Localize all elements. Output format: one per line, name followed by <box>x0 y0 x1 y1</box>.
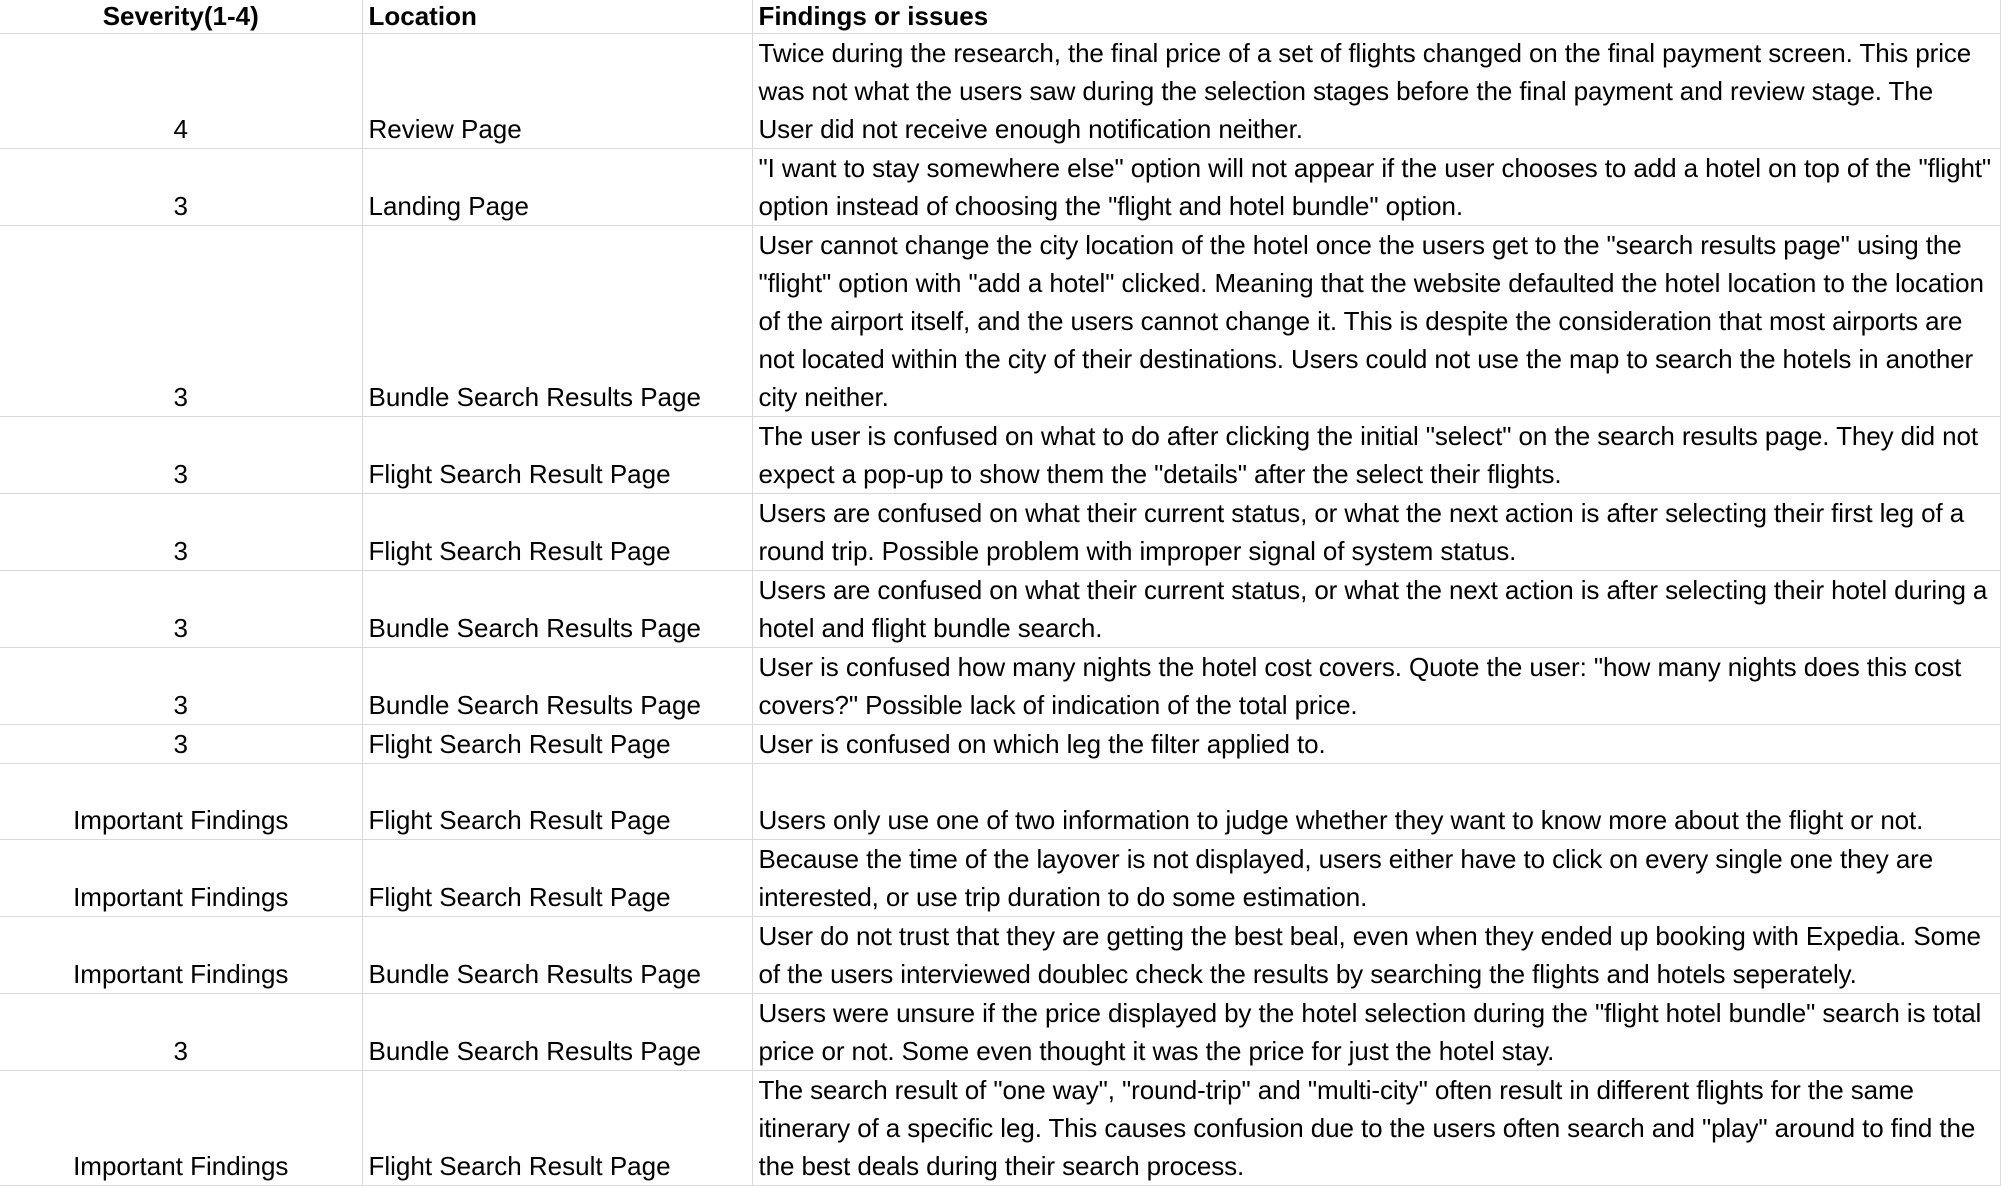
finding-cell[interactable]: User is confused how many nights the hotel cost covers. Quote the user: "how many nights does this cost covers?" Possible lack of indication of the total price. <box>752 648 2000 725</box>
header-row <box>0 0 2000 34</box>
table-row <box>0 34 2000 149</box>
severity-cell[interactable]: Important Findings <box>0 917 362 994</box>
severity-cell[interactable]: 3 <box>0 994 362 1071</box>
location-cell[interactable]: Bundle Search Results Page <box>362 226 752 417</box>
table-row <box>0 994 2000 1071</box>
finding-cell[interactable]: Users were unsure if the price displayed by the hotel selection during the "flight hotel bundle" search is total price or not. Some even thought it was the price for just the hotel stay. <box>752 994 2000 1071</box>
finding-cell[interactable]: Because the time of the layover is not displayed, users either have to click on every single one they are interested, or use trip duration to do some estimation. <box>752 840 2000 917</box>
severity-cell[interactable]: 3 <box>0 571 362 648</box>
finding-cell[interactable]: User cannot change the city location of the hotel once the users get to the "search results page" using the "flight" option with "add a hotel" clicked. Meaning that the website defaulted the hotel location to the location of the airport itself, and the users cannot change it. This is despite the consideration that most airports are not located within the city of their destinations. Users could not use the map to search the hotels in another city neither. <box>752 226 2000 417</box>
location-cell[interactable]: Flight Search Result Page <box>362 840 752 917</box>
finding-cell[interactable]: Users are confused on what their current status, or what the next action is after selecting their first leg of a round trip. Possible problem with improper signal of system status. <box>752 494 2000 571</box>
severity-cell[interactable]: Important Findings <box>0 764 362 840</box>
table-row <box>0 149 2000 226</box>
severity-cell[interactable]: 3 <box>0 648 362 725</box>
table-row <box>0 840 2000 917</box>
severity-header[interactable]: Severity(1-4) <box>0 0 362 34</box>
table-row <box>0 226 2000 417</box>
finding-cell[interactable]: User is confused on which leg the filter applied to. <box>752 725 2000 764</box>
table-row <box>0 494 2000 571</box>
finding-cell[interactable]: Users only use one of two information to judge whether they want to know more about the flight or not. <box>752 764 2000 840</box>
severity-cell[interactable]: Important Findings <box>0 840 362 917</box>
table-row <box>0 917 2000 994</box>
location-cell[interactable]: Flight Search Result Page <box>362 494 752 571</box>
severity-cell[interactable]: 4 <box>0 34 362 149</box>
table-row <box>0 725 2000 764</box>
location-header[interactable]: Location <box>362 0 752 34</box>
location-cell[interactable]: Bundle Search Results Page <box>362 917 752 994</box>
severity-cell[interactable]: 3 <box>0 417 362 494</box>
findings-body <box>0 34 2000 1186</box>
location-cell[interactable]: Bundle Search Results Page <box>362 648 752 725</box>
finding-cell[interactable]: The search result of "one way", "round-trip" and "multi-city" often result in different flights for the same itinerary of a specific leg. This causes confusion due to the users often search and "play" around to find the the best deals during their search process. <box>752 1071 2000 1186</box>
severity-cell[interactable]: Important Findings <box>0 1071 362 1186</box>
table-row <box>0 571 2000 648</box>
severity-cell[interactable]: 3 <box>0 725 362 764</box>
findings-header[interactable]: Findings or issues <box>752 0 2000 34</box>
finding-cell[interactable]: Twice during the research, the final price of a set of flights changed on the final payment screen. This price was not what the users saw during the selection stages before the final payment and review stage. The User did not receive enough notification neither. <box>752 34 2000 149</box>
location-cell[interactable]: Review Page <box>362 34 752 149</box>
severity-cell[interactable]: 3 <box>0 149 362 226</box>
location-cell[interactable]: Flight Search Result Page <box>362 417 752 494</box>
location-cell[interactable]: Flight Search Result Page <box>362 725 752 764</box>
finding-cell[interactable]: "I want to stay somewhere else" option will not appear if the user chooses to add a hotel on top of the "flight" option instead of choosing the "flight and hotel bundle" option. <box>752 149 2000 226</box>
finding-cell[interactable]: User do not trust that they are getting the best beal, even when they ended up booking with Expedia. Some of the users interviewed doublec check the results by searching the flights and hotels seperately. <box>752 917 2000 994</box>
location-cell[interactable]: Landing Page <box>362 149 752 226</box>
table-row <box>0 1071 2000 1186</box>
location-cell[interactable]: Flight Search Result Page <box>362 764 752 840</box>
severity-cell[interactable]: 3 <box>0 226 362 417</box>
finding-cell[interactable]: Users are confused on what their current status, or what the next action is after selecting their hotel during a hotel and flight bundle search. <box>752 571 2000 648</box>
finding-cell[interactable]: The user is confused on what to do after clicking the initial "select" on the search results page. They did not expect a pop-up to show them the "details" after the select their flights. <box>752 417 2000 494</box>
table-row <box>0 648 2000 725</box>
location-cell[interactable]: Flight Search Result Page <box>362 1071 752 1186</box>
location-cell[interactable]: Bundle Search Results Page <box>362 571 752 648</box>
table-row <box>0 764 2000 840</box>
severity-cell[interactable]: 3 <box>0 494 362 571</box>
table-row <box>0 417 2000 494</box>
location-cell[interactable]: Bundle Search Results Page <box>362 994 752 1071</box>
